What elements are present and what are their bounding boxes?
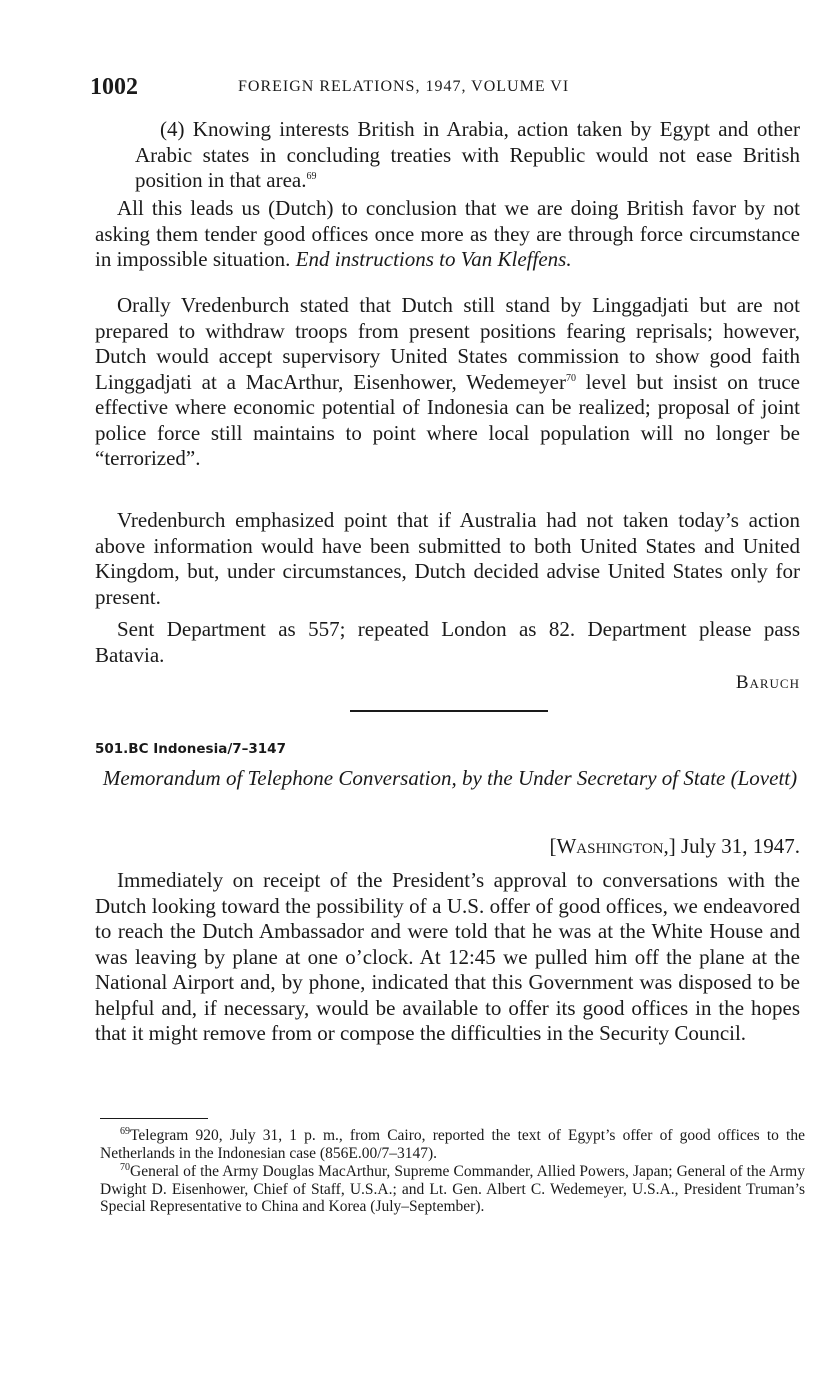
footnote-69-number: 69 — [120, 1125, 130, 1137]
footnote-rule — [100, 1118, 208, 1119]
footnote-ref-70: 70 — [565, 372, 576, 384]
paragraph-orally-vredenburch — [95, 293, 800, 472]
footnote-69 — [100, 1127, 805, 1162]
running-head: FOREIGN RELATIONS, 1947, VOLUME VI — [238, 78, 570, 95]
paragraph-vredenburch-emphasized: Vredenburch emphasized point that if Australia had not taken today’s action above information would have been submitted to both United States and United Kingdom, but, under circumstances, Dutch decided advise United States only for present. — [95, 508, 800, 609]
end-instructions-note: End instructions to Van Kleffens. — [295, 247, 572, 271]
paragraph-dutch-conclusion — [95, 196, 800, 273]
dateline-date: July 31, 1947. — [680, 834, 800, 858]
footnote-69-text: Telegram 920, July 31, 1 p. m., from Cairo, reported the text of Egypt’s offer of good offices to the Netherlands in the Indonesian case (856E.00/7–3147). — [100, 1127, 805, 1162]
dateline-place: [Washington,] — [549, 834, 676, 858]
memo-dateline — [380, 834, 800, 859]
page-header — [90, 74, 800, 104]
footnote-70-text: General of the Army Douglas MacArthur, Supreme Commander, Allied Powers, Japan; General of the Army Dwight D. Eisenhower, Chief of Staff, U.S.A.; and Lt. Gen. Albert C. Wedemeyer, U.S.A., President Truman’s Special Representative to China and Korea (July–September). — [100, 1163, 805, 1215]
memo-title: Memorandum of Telephone Conversation, by the Under Secretary of State (Lovett) — [102, 766, 798, 790]
footnote-70-number: 70 — [120, 1161, 130, 1173]
page-number: 1002 — [90, 74, 138, 100]
paragraph-orally-text-a: Orally Vredenburch stated that Dutch still stand by Linggadjati but are not prepared to withdraw troops from present positions fearing reprisals; however, Dutch would accept supervisory United States commission to show good faith Linggadjati at a MacArthur, Eisenhower, Wedemeyer — [95, 293, 800, 394]
paragraph-orally-text-b: level but insist on truce effective where economic potential of Indonesia can be realized; proposal of joint police force still maintains to point where local population will no longer be “terrorized”. — [95, 369, 800, 470]
memo-body-paragraph: Immediately on receipt of the President’s approval to conversations with the Dutch looking toward the possibility of a U.S. offer of good offices, we endeavored to reach the Dutch Ambassador and were told that he was at the White House and was leaving by plane at one o’clock. At 12:45 we pulled him off the plane at the National Airport and, by phone, indicated that this Government was disposed to be helpful and, if necessary, would be available to offer its good offices in the hopes that it might remove from or compose the difficulties in the Security Council. — [95, 868, 800, 1045]
signature-baruch: Baruch — [735, 672, 800, 693]
numbered-item-4 — [135, 117, 800, 194]
paragraph-dutch-text: All this leads us (Dutch) to conclusion that we are doing British favor by not asking them tender good offices once more as they are through force circumstance in impossible situation. — [95, 196, 800, 271]
item4-text: (4) Knowing interests British in Arabia, action taken by Egypt and other Arabic states in concluding treaties with Republic would not ease British position in that area. — [135, 117, 800, 192]
section-divider — [350, 710, 548, 712]
footnote-70 — [100, 1163, 805, 1216]
paragraph-sent-department: Sent Department as 557; repeated London as 82. Department please pass Batavia. — [95, 617, 800, 667]
file-reference: 501.BC Indonesia/7–3147 — [95, 741, 286, 757]
footnote-ref-69: 69 — [306, 171, 317, 182]
